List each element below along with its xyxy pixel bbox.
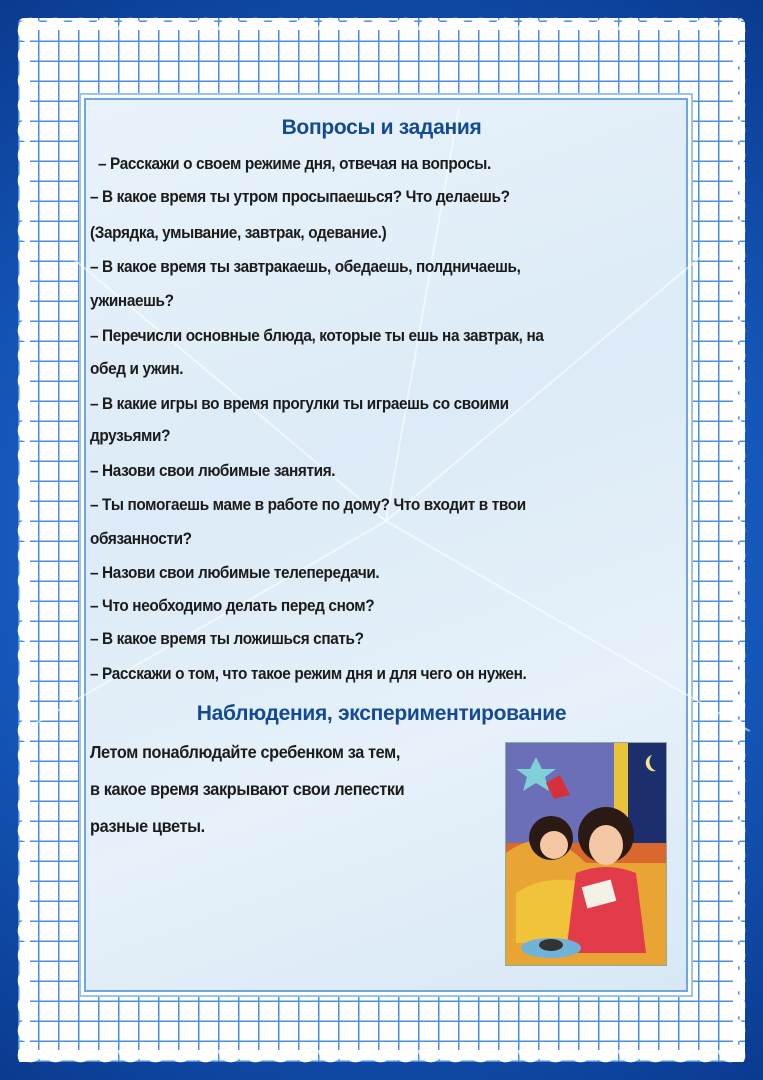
text-line: (Зарядка, умывание, завтрак, одевание.) xyxy=(90,224,387,242)
text-line: – В какое время ты утром просыпаешься? Что делаешь? xyxy=(90,188,510,206)
text-line: друзьями? xyxy=(90,427,171,445)
text-line: обед и ужин. xyxy=(90,360,184,378)
text-line: ужинаешь? xyxy=(90,292,174,310)
text-line: – В какое время ты завтракаешь, обедаешь, полдничаешь, xyxy=(90,258,521,276)
text-line: обязанности? xyxy=(90,530,192,548)
text-line: – Назови свои любимые занятия. xyxy=(90,462,336,480)
text-line: – Расскажи о том, что такое режим дня и для чего он нужен. xyxy=(90,665,527,683)
text-line: – В какие игры во время прогулки ты играешь со своими xyxy=(90,395,509,413)
bedtime-story-illustration xyxy=(505,742,667,966)
scalloped-edge-left xyxy=(6,18,30,1062)
text-line: – Расскажи о своем режиме дня, отвечая на вопросы. xyxy=(98,155,491,173)
background-ray xyxy=(64,250,387,522)
background-ray xyxy=(385,250,708,522)
section-title-observations: Наблюдения, экспериментирование xyxy=(196,702,567,725)
scalloped-edge-right xyxy=(733,18,757,1062)
scalloped-edge-top xyxy=(18,6,745,30)
text-line: – Назови свои любимые телепередачи. xyxy=(90,564,380,582)
text-line: разные цветы. xyxy=(90,816,205,836)
scalloped-edge-bottom xyxy=(18,1050,745,1074)
text-line: Летом понаблюдайте сребенком за тем, xyxy=(90,742,400,762)
section-title-questions: Вопросы и задания xyxy=(281,116,482,139)
text-line: – Перечисли основные блюда, которые ты ешь на завтрак, на xyxy=(90,327,544,345)
text-line: – Что необходимо делать перед сном? xyxy=(90,597,375,615)
text-line: – Ты помогаешь маме в работе по дому? Что входит в твои xyxy=(90,496,526,514)
text-line: – В какое время ты ложишься спать? xyxy=(90,630,364,648)
text-line: в какое время закрывают свои лепестки xyxy=(90,779,405,799)
